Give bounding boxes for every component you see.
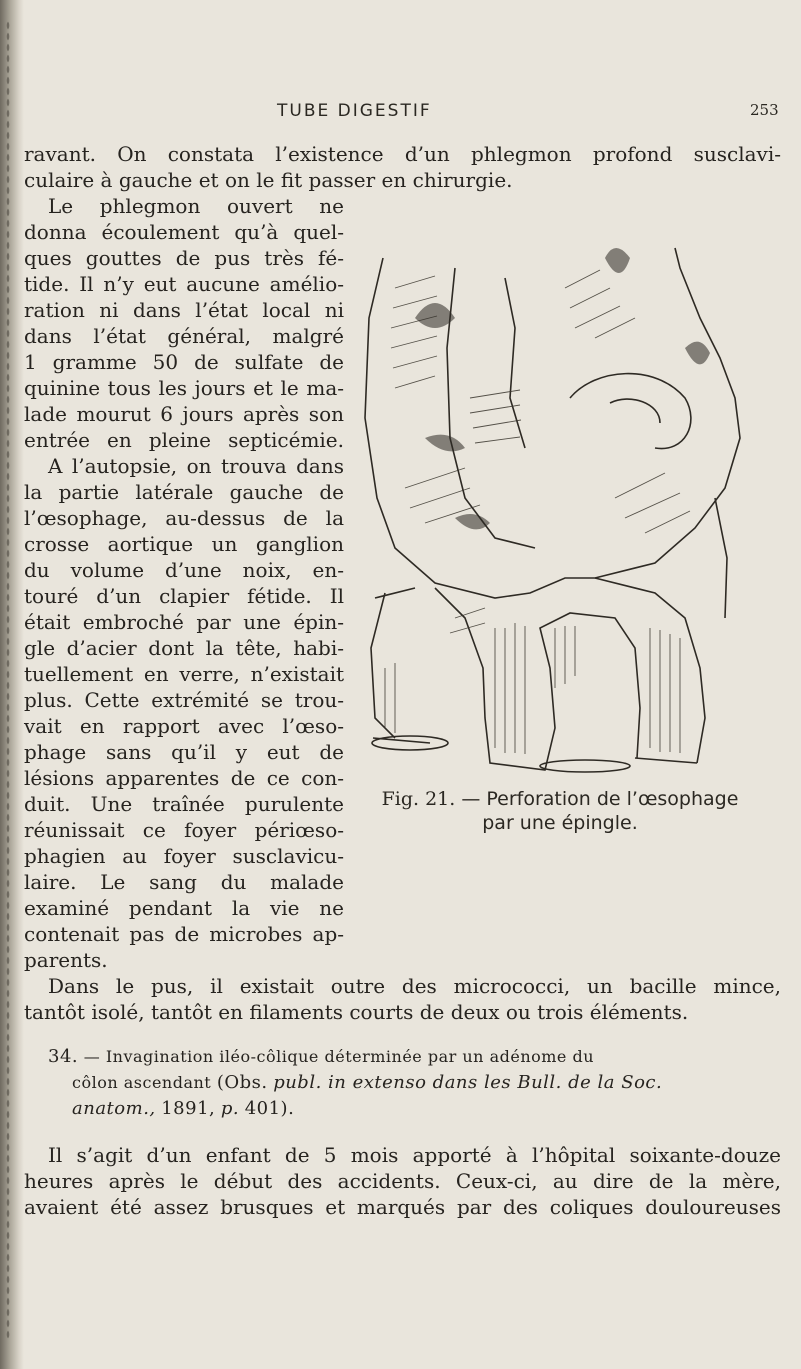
section-page: 401). <box>244 1098 295 1119</box>
caption-line-1 <box>370 787 750 811</box>
body-line: dans l’état général, malgré <box>24 324 344 348</box>
body-line: lade mourut 6 jours après son <box>24 402 344 426</box>
body-line: crosse aortique un ganglion <box>24 532 344 556</box>
body-line: tide. Il n’y eut aucune amélio- <box>24 272 344 296</box>
binding-edge <box>6 20 10 1340</box>
figure-caption <box>370 787 750 835</box>
running-title: TUBE DIGESTIF <box>277 101 432 121</box>
section-obs: (Obs. <box>216 1072 268 1093</box>
body-line: Le phlegmon ouvert ne <box>48 194 344 218</box>
body-line: du volume d’une noix, en- <box>24 558 344 582</box>
body-line: avaient été assez brusques et marqués par des coliques douloureuses <box>24 1195 781 1219</box>
body-line: quinine tous les jours et le ma- <box>24 376 344 400</box>
body-line: A l’autopsie, on trouva dans <box>48 454 344 478</box>
body-line: l’œsophage, au-dessus de la <box>24 506 344 530</box>
page-edge-shadow <box>0 0 24 1369</box>
body-line: culaire à gauche et on le fit passer en chirurgie. <box>24 168 513 192</box>
running-header <box>0 101 801 125</box>
body-line: examiné pendant la vie ne <box>24 896 344 920</box>
body-line: Dans le pus, il existait outre des micrococci, un bacille mince, <box>48 974 781 998</box>
body-line: contenait pas de microbes ap- <box>24 922 344 946</box>
body-line: la partie latérale gauche de <box>24 480 344 504</box>
esophagus-illustration <box>355 198 750 781</box>
body-line: Il s’agit d’un enfant de 5 mois apporté à l’hôpital soixante-douze <box>48 1143 781 1167</box>
body-line: ques gouttes de pus très fé- <box>24 246 344 270</box>
section-heading-line <box>48 1044 594 1070</box>
body-line: ravant. On constata l’existence d’un phlegmon profond susclavi- <box>24 142 781 166</box>
section-year: 1891, <box>161 1098 216 1119</box>
body-line: vait en rapport avec l’œso- <box>24 714 344 738</box>
section-dash: — <box>83 1047 101 1066</box>
section-page-label: p. <box>220 1098 240 1119</box>
body-line: tuellement en verre, n’existait <box>24 662 344 686</box>
body-line: réunissait ce foyer périœso- <box>24 818 344 842</box>
section-title: Invagination iléo-côlique déterminée par un adénome du <box>105 1047 595 1066</box>
body-line: lésions apparentes de ce con- <box>24 766 344 790</box>
caption-line-2: par une épingle. <box>482 812 638 834</box>
body-line: plus. Cette extrémité se trou- <box>24 688 344 712</box>
section-number: 34. <box>48 1046 79 1067</box>
body-line: touré d’un clapier fétide. Il <box>24 584 344 608</box>
section-heading-line <box>72 1070 662 1096</box>
section-title-cont: côlon ascendant <box>72 1073 212 1092</box>
body-line: phagien au foyer susclavicu- <box>24 844 344 868</box>
body-line: donna écoulement qu’à quel- <box>24 220 344 244</box>
body-line: entrée en pleine septicémie. <box>24 428 344 452</box>
section-reference-cont: anatom., <box>72 1098 156 1119</box>
figure-label: Fig. 21. <box>381 788 456 810</box>
caption-text: — Perforation de l’œsophage <box>461 788 739 810</box>
body-line: était embroché par une épin- <box>24 610 344 634</box>
body-line: parents. <box>24 948 108 972</box>
body-line: heures après le début des accidents. Ceux-ci, au dire de la mère, <box>24 1169 781 1193</box>
body-line: 1 gramme 50 de sulfate de <box>24 350 344 374</box>
body-line: ration ni dans l’état local ni <box>24 298 344 322</box>
section-heading-line <box>72 1096 294 1122</box>
body-line: gle d’acier dont la tête, habi- <box>24 636 344 660</box>
body-line: laire. Le sang du malade <box>24 870 344 894</box>
page-number: 253 <box>750 101 779 119</box>
section-reference: publ. in extenso dans les Bull. de la Soc. <box>273 1072 663 1093</box>
body-line: phage sans qu’il y eut de <box>24 740 344 764</box>
body-line: duit. Une traînée purulente <box>24 792 344 816</box>
body-line: tantôt isolé, tantôt en filaments courts de deux ou trois éléments. <box>24 1000 689 1024</box>
